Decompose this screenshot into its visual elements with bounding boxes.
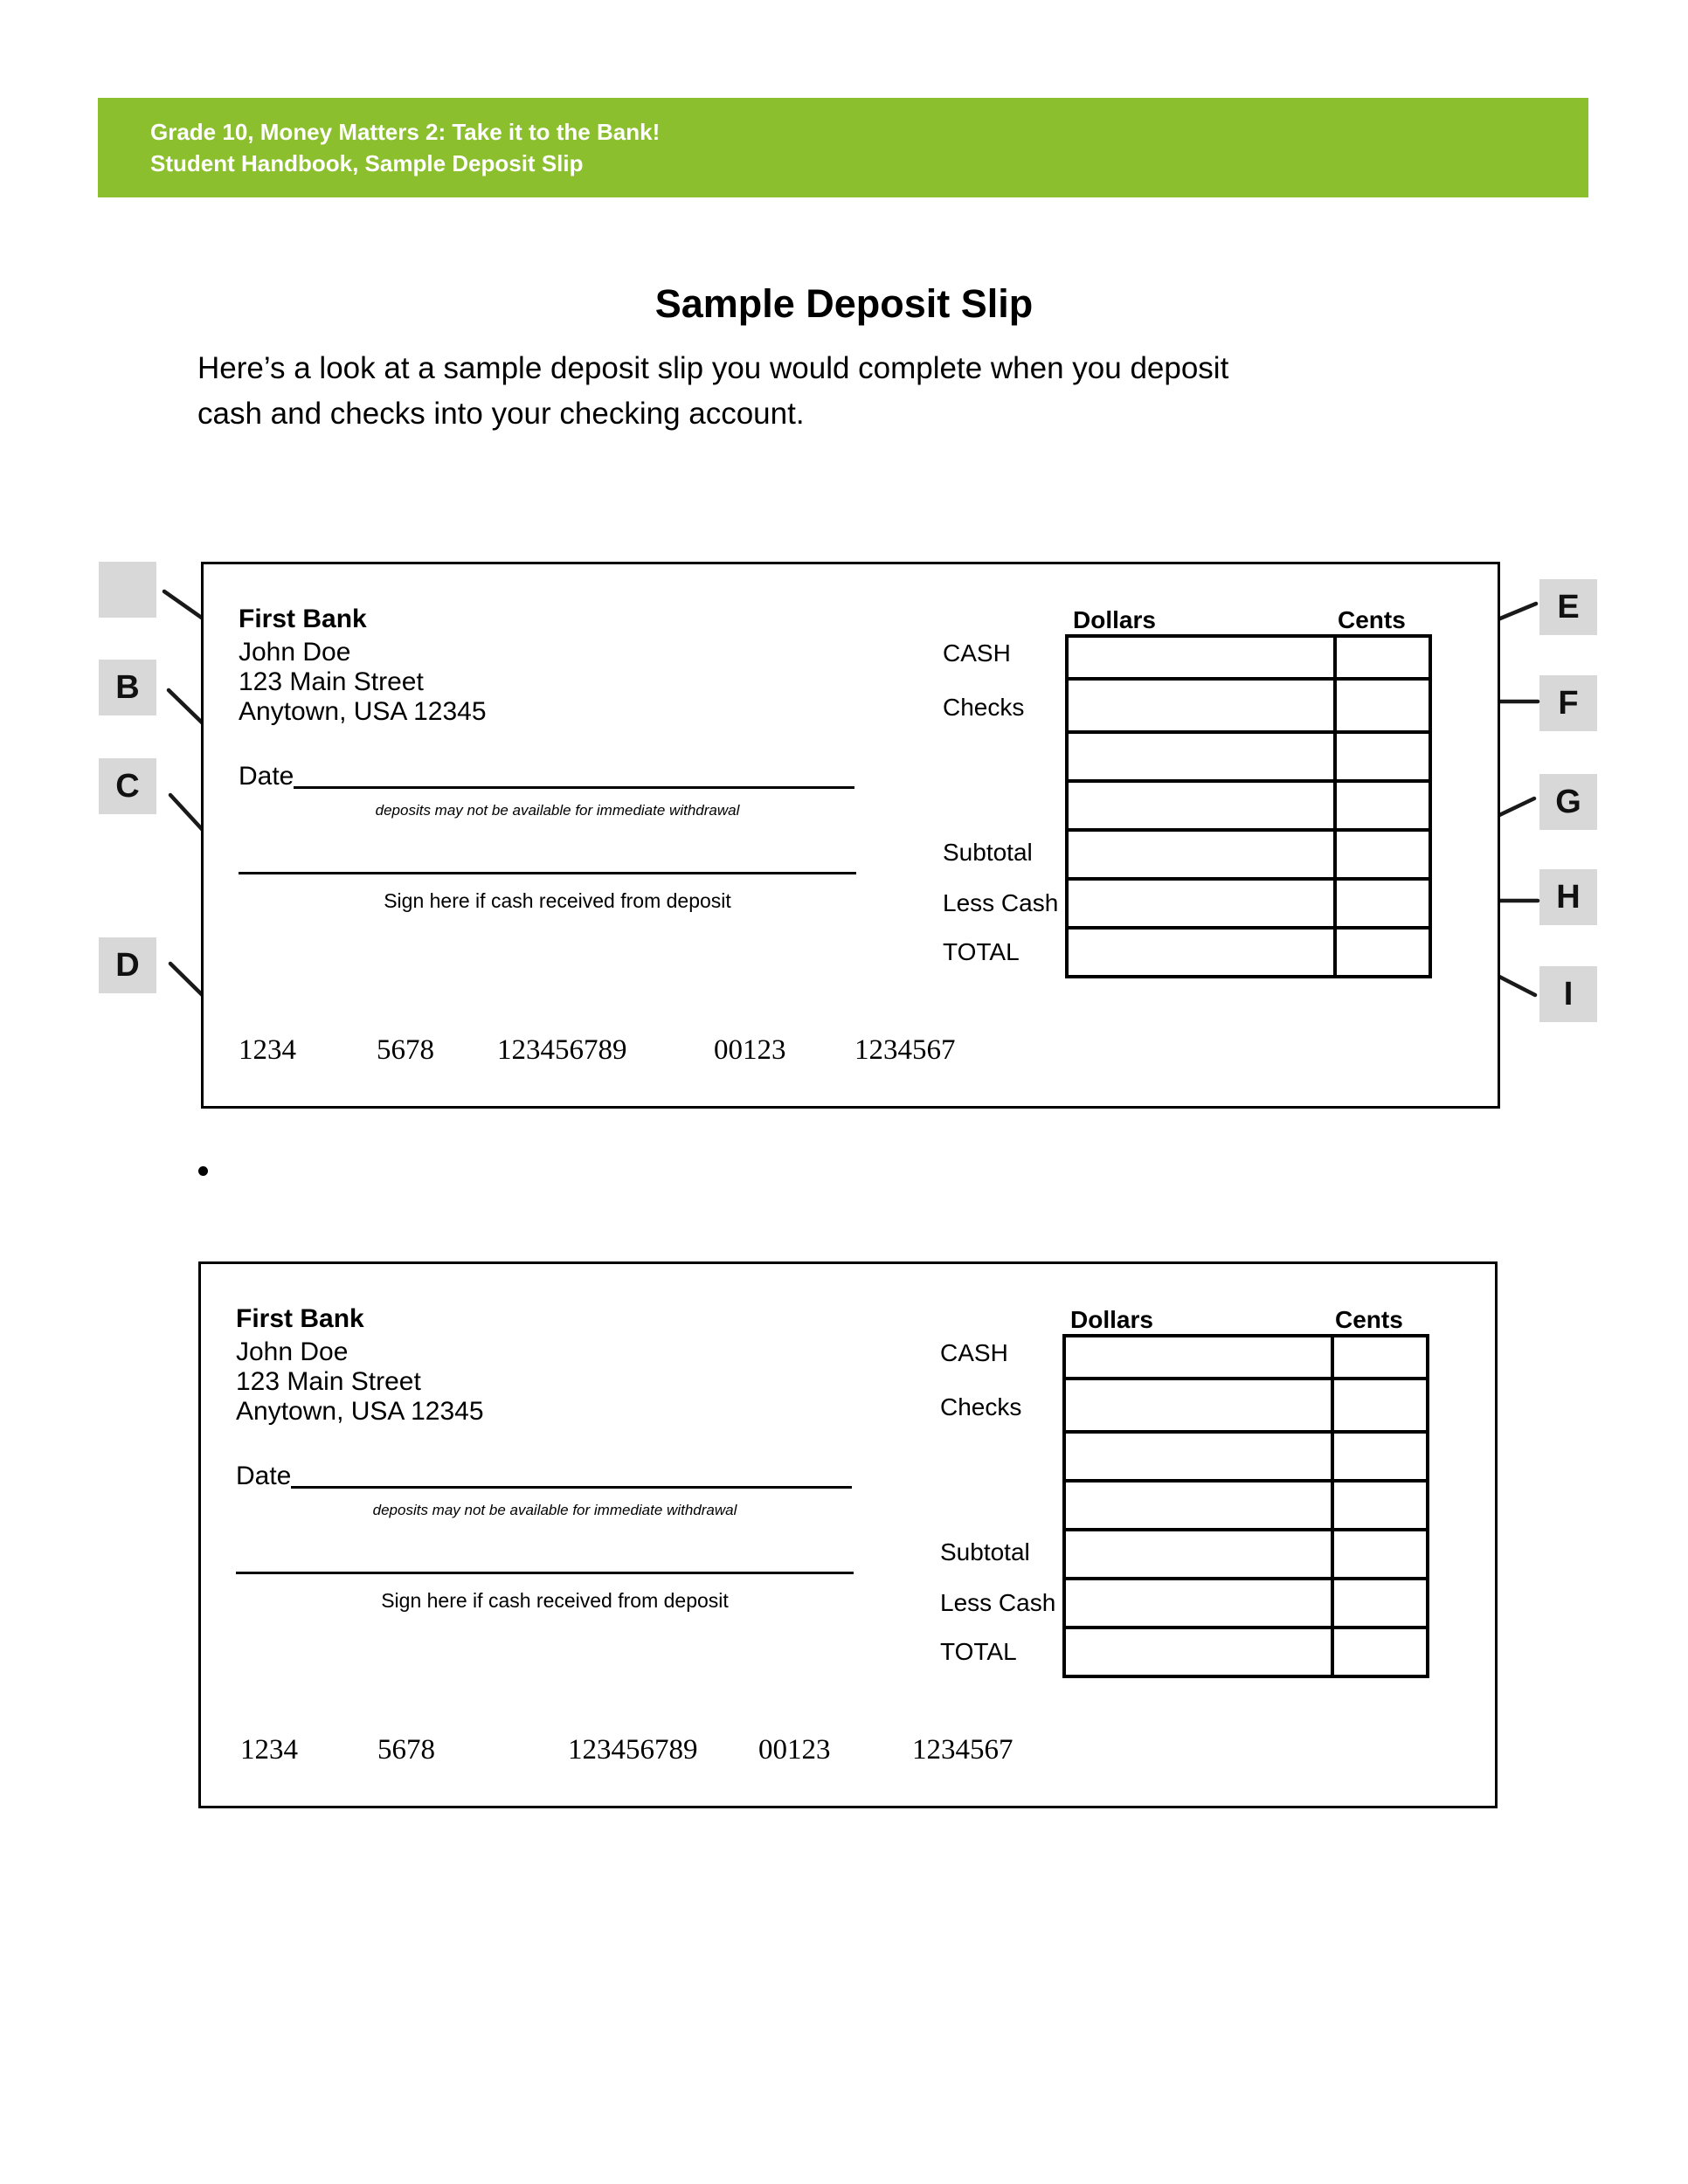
column-header-dollars: Dollars (1070, 1306, 1153, 1333)
marker-box-a (99, 562, 156, 618)
address-line1: 123 Main Street (236, 1367, 421, 1396)
banner-line1: Grade 10, Money Matters 2: Take it to the Bank! (150, 119, 661, 145)
amount-table (1062, 1334, 1429, 1678)
row-label-less-cash: Less Cash (940, 1589, 1056, 1616)
dollars-cents-divider (1333, 638, 1337, 975)
date-label: Date (236, 1462, 292, 1490)
address-line2: Anytown, USA 12345 (236, 1397, 484, 1426)
column-header-dollars: Dollars (1073, 606, 1156, 633)
banner-line2: Student Handbook, Sample Deposit Slip (150, 150, 584, 176)
fine-print: deposits may not be available for immediate withdrawal (372, 1502, 737, 1518)
row-label-cash: CASH (940, 1339, 1008, 1366)
table-row (1066, 1337, 1426, 1380)
row-label-checks: Checks (940, 1393, 1022, 1420)
address-line2: Anytown, USA 12345 (239, 697, 487, 726)
table-row (1066, 1380, 1426, 1434)
table-row (1069, 832, 1429, 881)
table-row (1066, 1580, 1426, 1629)
marker-box-i: I (1539, 966, 1597, 1022)
routing-number-part: 123456789 (568, 1734, 698, 1766)
table-row (1066, 1434, 1426, 1482)
account-holder: John Doe (236, 1337, 349, 1366)
routing-account-numbers (201, 1734, 1495, 1778)
account-holder: John Doe (239, 638, 351, 667)
header-banner (98, 98, 1588, 197)
table-row (1069, 681, 1429, 734)
deposit-slip-annotated (201, 562, 1500, 1109)
table-row (1066, 1482, 1426, 1531)
bank-name: First Bank (239, 605, 367, 633)
routing-number-part: 123456789 (497, 1034, 627, 1066)
marker-box-b: B (99, 660, 156, 715)
table-row (1069, 930, 1429, 975)
marker-box-f: F (1539, 675, 1597, 731)
date-blank-line (294, 786, 854, 789)
routing-number-part: 00123 (714, 1034, 786, 1066)
row-label-checks: Checks (943, 694, 1025, 721)
table-row (1066, 1531, 1426, 1580)
intro-line2: cash and checks into your checking account. (197, 397, 805, 431)
routing-number-part: 5678 (377, 1734, 435, 1766)
table-row (1066, 1629, 1426, 1675)
column-header-cents: Cents (1335, 1306, 1403, 1333)
fine-print: deposits may not be available for immediate withdrawal (375, 802, 740, 819)
date-label: Date (239, 762, 294, 791)
marker-box-g: G (1539, 774, 1597, 830)
deposit-slip-blank (198, 1261, 1498, 1808)
routing-number-part: 00123 (758, 1734, 831, 1766)
marker-box-h: H (1539, 869, 1597, 925)
routing-number-part: 1234567 (854, 1034, 956, 1066)
date-blank-line (291, 1486, 852, 1489)
bullet-dot (198, 1166, 208, 1176)
row-label-less-cash: Less Cash (943, 889, 1059, 916)
amount-table (1065, 634, 1432, 978)
table-row (1069, 881, 1429, 930)
routing-account-numbers (204, 1034, 1498, 1078)
row-label-total: TOTAL (940, 1638, 1017, 1665)
intro-line1: Here’s a look at a sample deposit slip you would complete when you deposit (197, 351, 1229, 385)
row-label-cash: CASH (943, 639, 1011, 667)
column-header-cents: Cents (1338, 606, 1406, 633)
row-label-total: TOTAL (943, 938, 1020, 965)
address-line1: 123 Main Street (239, 667, 424, 696)
signature-blank-line (236, 1572, 854, 1574)
intro-paragraph (197, 346, 1421, 437)
routing-number-part: 1234567 (912, 1734, 1013, 1766)
signature-blank-line (239, 872, 856, 874)
table-row (1069, 638, 1429, 681)
signature-note: Sign here if cash received from deposit (381, 1589, 729, 1612)
row-label-subtotal: Subtotal (940, 1538, 1030, 1565)
dollars-cents-divider (1331, 1337, 1334, 1675)
signature-note: Sign here if cash received from deposit (384, 889, 731, 912)
table-row (1069, 783, 1429, 832)
table-row (1069, 734, 1429, 783)
bank-name: First Bank (236, 1304, 364, 1333)
routing-number-part: 1234 (239, 1034, 296, 1066)
page-title: Sample Deposit Slip (654, 281, 1034, 326)
marker-box-e: E (1539, 579, 1597, 635)
routing-number-part: 5678 (377, 1034, 434, 1066)
routing-number-part: 1234 (240, 1734, 298, 1766)
row-label-subtotal: Subtotal (943, 839, 1033, 866)
marker-box-d: D (99, 937, 156, 993)
marker-box-c: C (99, 758, 156, 814)
